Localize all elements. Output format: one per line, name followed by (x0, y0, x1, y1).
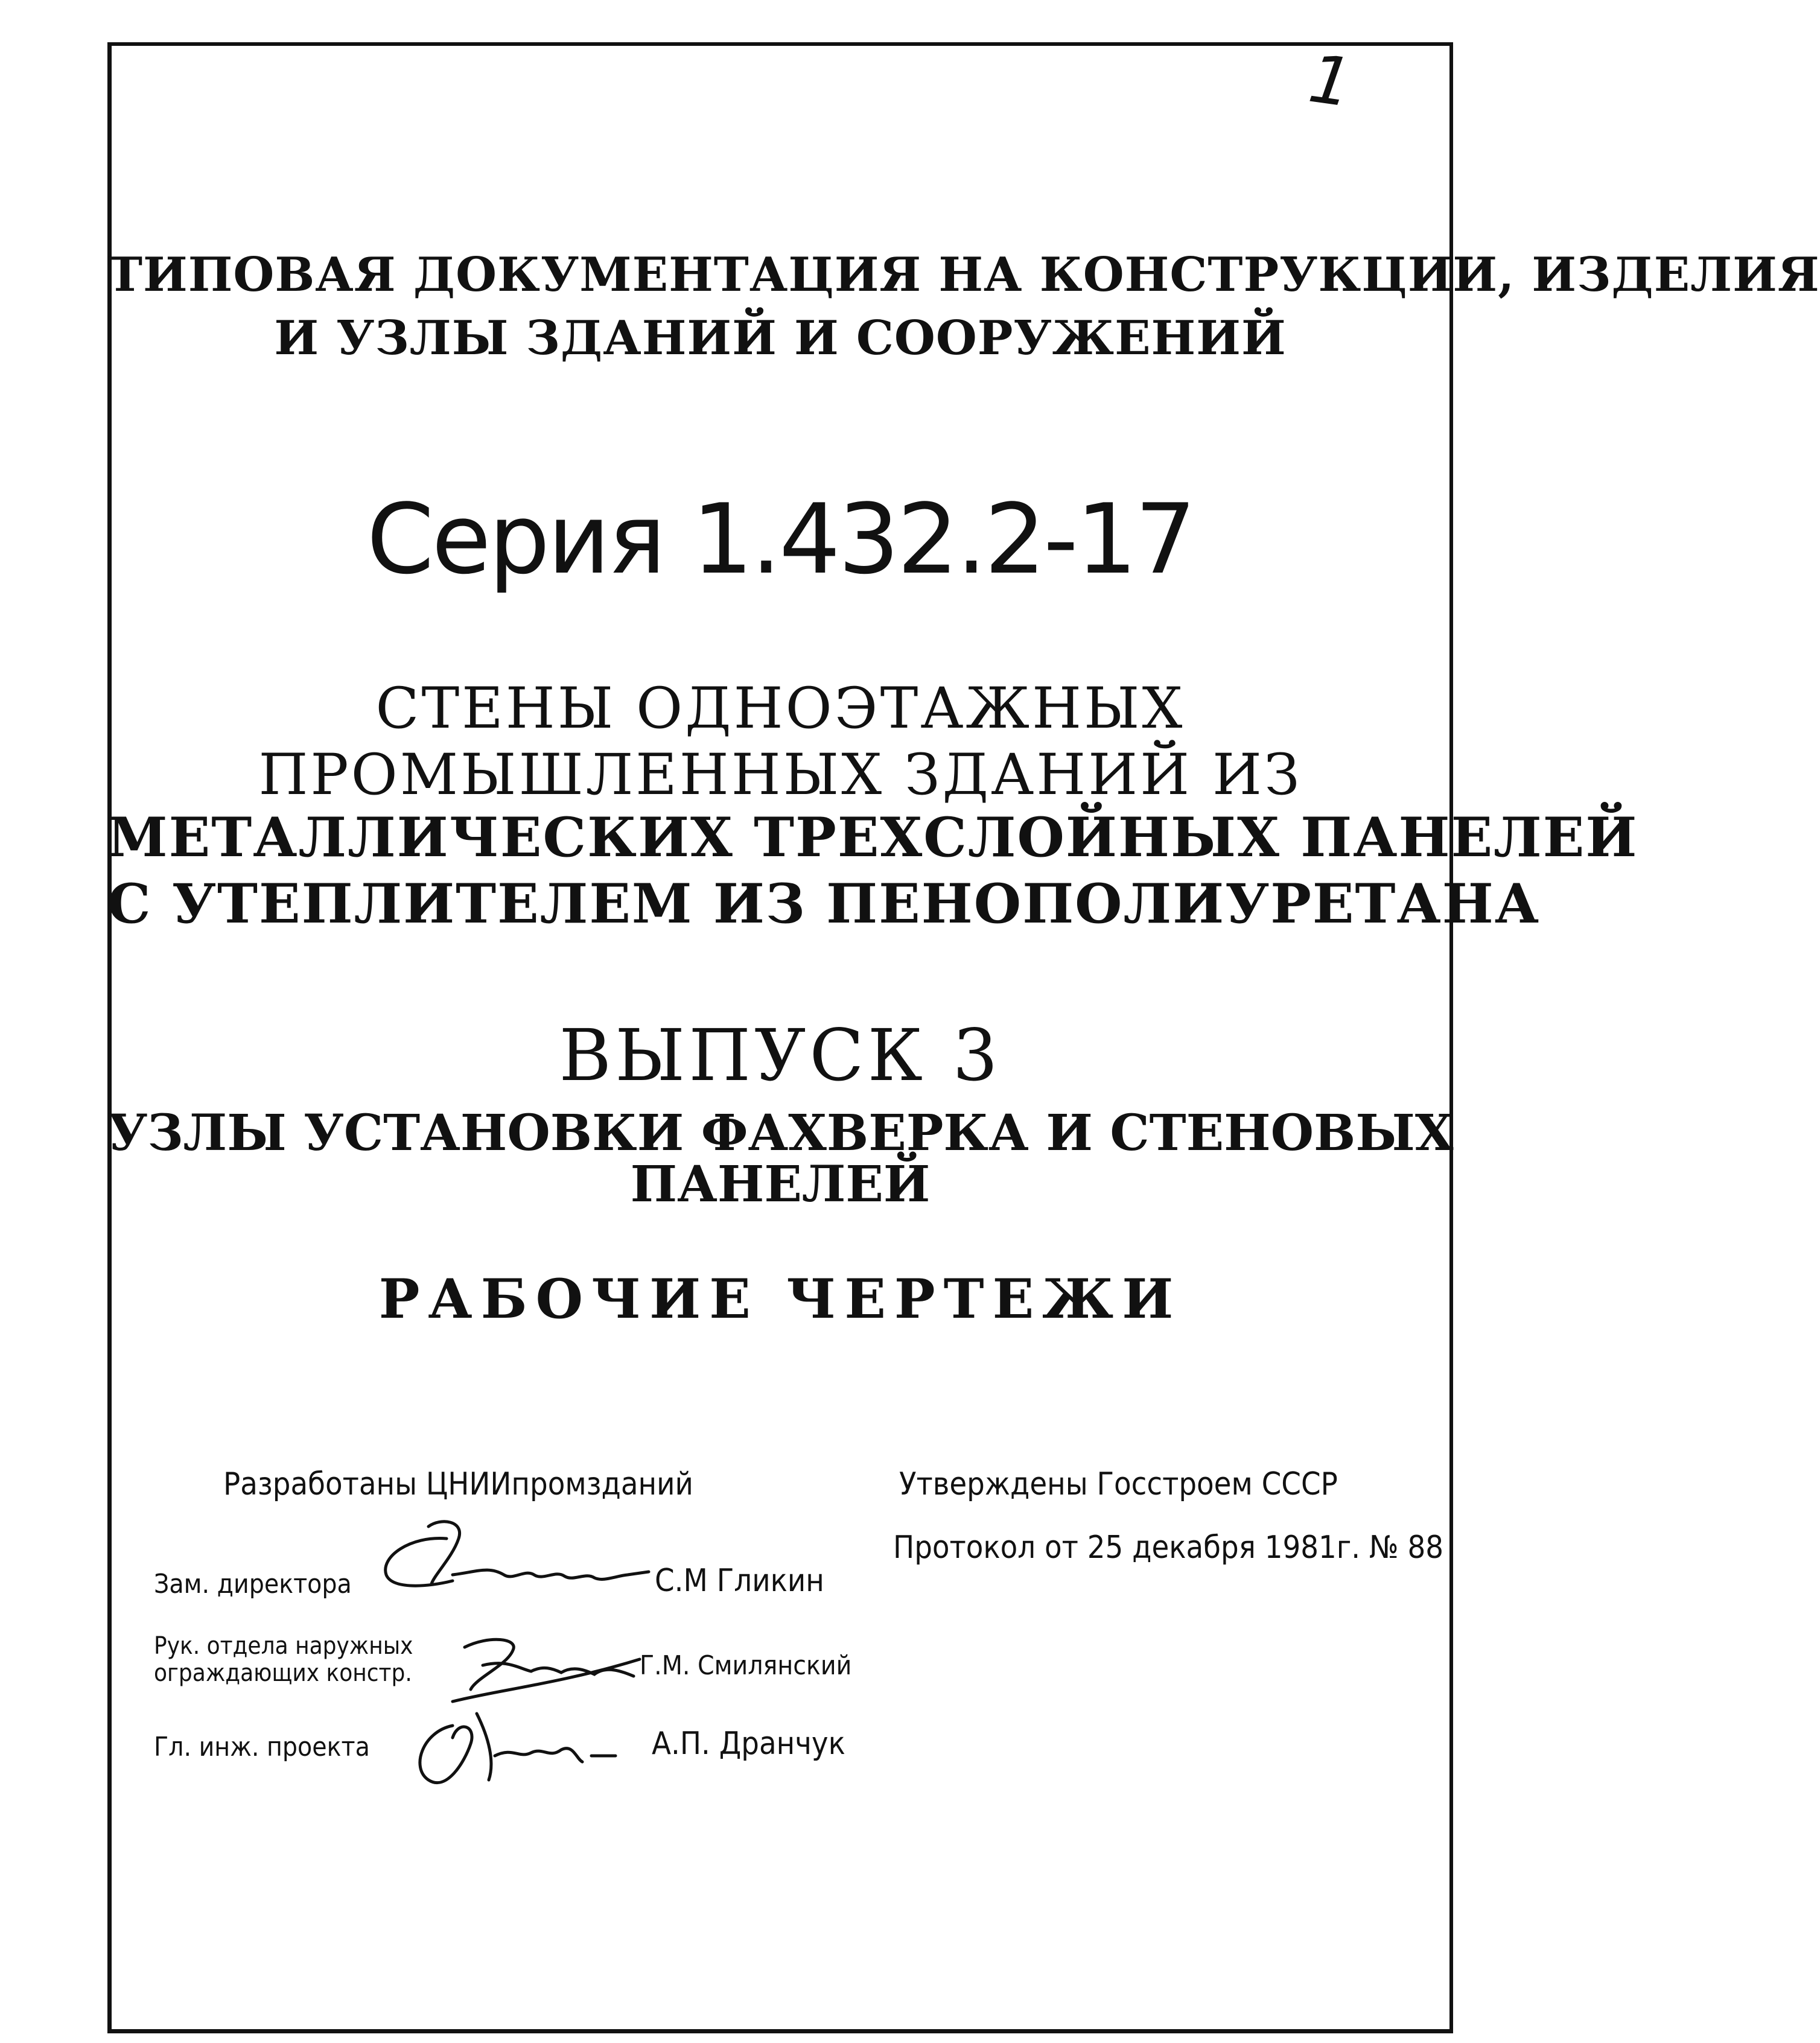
deputy-director-role: Зам. директора (154, 1569, 352, 1600)
title-line-1: СТЕНЫ ОДНОЭТАЖНЫХ (375, 676, 1185, 742)
approved-by-label: Утверждены Госстроем СССР (899, 1466, 1338, 1502)
chief-engineer-name: А.П. Дранчук (652, 1726, 845, 1762)
signature-glikin (374, 1514, 658, 1617)
chief-engineer-role: Гл. инж. проекта (154, 1732, 370, 1762)
dept-head-role-line-1: Рук. отдела наружных (154, 1632, 413, 1660)
dept-head-name: Г.М. Смилянский (640, 1650, 852, 1681)
header-line-2: И УЗЛЫ ЗДАНИЙ И СООРУЖЕНИЙ (274, 311, 1287, 366)
subtitle-line-1: УЗЛЫ УСТАНОВКИ ФАХВЕРКА И СТЕНОВЫХ (107, 1104, 1454, 1162)
working-drawings-label: РАБОЧИЕ ЧЕРТЕЖИ (378, 1267, 1182, 1331)
developed-by-label: Разработаны ЦНИИпромзданий (223, 1466, 693, 1502)
issue-number: ВЫПУСК 3 (559, 1014, 1002, 1097)
series-title: Серия 1.432.2-17 (366, 483, 1194, 596)
subtitle-line-2: ПАНЕЛЕЙ (630, 1155, 931, 1213)
signature-dranchuk (398, 1689, 628, 1798)
title-line-4: С УТЕПЛИТЕЛЕМ ИЗ ПЕНОПОЛИУРЕТАНА (107, 872, 1541, 936)
deputy-director-name: С.М Гликин (655, 1563, 824, 1599)
approval-protocol: Протокол от 25 декабря 1981г. № 88 (893, 1530, 1444, 1566)
title-line-2: ПРОМЫШЛЕННЫХ ЗДАНИЙ ИЗ (258, 742, 1302, 808)
title-line-3: МЕТАЛЛИЧЕСКИХ ТРЕХСЛОЙНЫХ ПАНЕЛЕЙ (107, 805, 1638, 869)
dept-head-role-line-2: ограждающих констр. (154, 1659, 412, 1687)
page-number: 1 (1304, 39, 1357, 122)
header-line-1: ТИПОВАЯ ДОКУМЕНТАЦИЯ НА КОНСТРУКЦИИ, ИЗДЕЛИЯ (107, 247, 1820, 302)
